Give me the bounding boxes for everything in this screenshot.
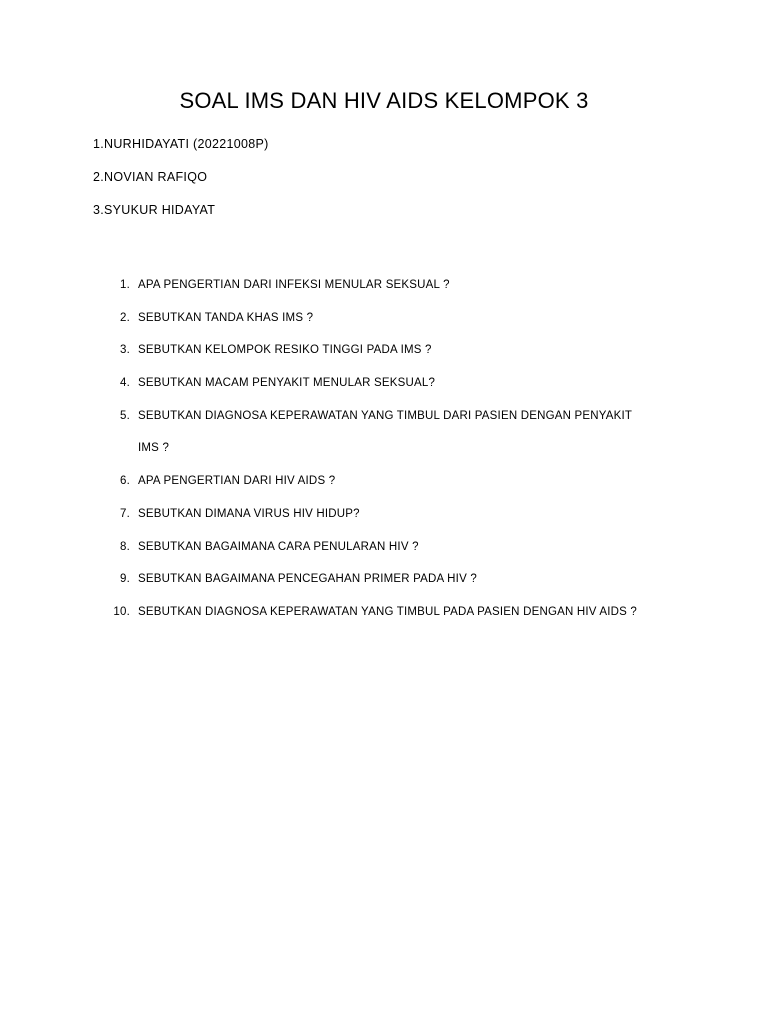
question-text: SEBUTKAN DIAGNOSA KEPERAWATAN YANG TIMBUL DARI PASIEN DENGAN PENYAKIT — [138, 409, 633, 422]
question-number: 8. — [120, 540, 130, 553]
question-number: 6. — [120, 475, 130, 488]
question-text: APA PENGERTIAN DARI INFEKSI MENULAR SEKSUAL ? — [138, 279, 450, 291]
question-text: SEBUTKAN BAGAIMANA CARA PENULARAN HIV ? — [138, 540, 419, 553]
question-text-continued: IMS ? — [138, 442, 170, 455]
question-number: 7. — [120, 507, 130, 520]
question-number: 2. — [120, 311, 130, 324]
question-number: 1. — [120, 279, 130, 291]
member-item: 2.NOVIAN RAFIQO — [93, 170, 208, 184]
document-title: SOAL IMS DAN HIV AIDS KELOMPOK 3 — [179, 88, 589, 113]
question-number: 3. — [120, 344, 130, 357]
question-item — [110, 473, 670, 506]
question-text: SEBUTKAN KELOMPOK RESIKO TINGGI PADA IMS ? — [138, 344, 432, 357]
question-text: APA PENGERTIAN DARI HIV AIDS ? — [138, 475, 336, 488]
question-item — [110, 408, 670, 473]
question-item — [110, 277, 670, 310]
member-item: 3.SYUKUR HIDAYAT — [93, 203, 216, 217]
question-item — [110, 375, 670, 408]
question-item — [110, 604, 670, 637]
question-text: SEBUTKAN BAGAIMANA PENCEGAHAN PRIMER PADA HIV ? — [138, 573, 477, 586]
question-text: SEBUTKAN MACAM PENYAKIT MENULAR SEKSUAL? — [138, 377, 436, 390]
member-list — [93, 136, 269, 235]
question-text: SEBUTKAN TANDA KHAS IMS ? — [138, 311, 314, 324]
question-number: 10. — [113, 605, 130, 618]
question-item — [110, 539, 670, 572]
question-item — [110, 506, 670, 539]
question-list — [110, 277, 670, 637]
member-item: 1.NURHIDAYATI (20221008P) — [93, 137, 269, 151]
question-item — [110, 342, 670, 375]
question-text: SEBUTKAN DIMANA VIRUS HIV HIDUP? — [138, 507, 360, 520]
question-text: SEBUTKAN DIAGNOSA KEPERAWATAN YANG TIMBUL PADA PASIEN DENGAN HIV AIDS ? — [138, 605, 638, 618]
question-number: 4. — [120, 377, 130, 390]
question-item — [110, 310, 670, 343]
question-number: 5. — [120, 409, 130, 422]
question-number: 9. — [120, 573, 130, 586]
question-item — [110, 571, 670, 604]
